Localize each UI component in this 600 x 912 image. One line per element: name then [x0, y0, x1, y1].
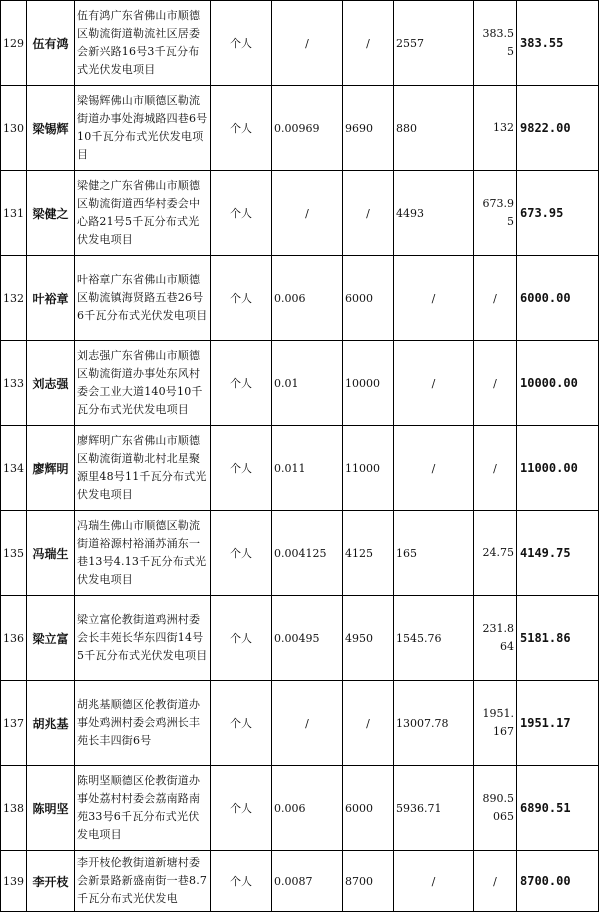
generation-value: / — [394, 256, 474, 341]
capacity-value: 0.006 — [272, 766, 343, 851]
row-number: 133 — [1, 341, 27, 426]
applicant-name: 叶裕章 — [27, 256, 75, 341]
row-number: 129 — [1, 1, 27, 86]
generation-value: 5936.71 — [394, 766, 474, 851]
amount-value: 6000 — [343, 256, 394, 341]
project-description: 刘志强广东省佛山市顺德区勒流街道办事处东风村委会工业大道140号10千瓦分布式光伏发电项目 — [75, 341, 211, 426]
applicant-type: 个人 — [211, 86, 272, 171]
amount-value: / — [343, 681, 394, 766]
total-value: 6000.00 — [517, 256, 599, 341]
table-row — [1, 681, 599, 766]
generation-value: 13007.78 — [394, 681, 474, 766]
row-number: 136 — [1, 596, 27, 681]
amount-value: / — [343, 171, 394, 256]
total-value: 1951.17 — [517, 681, 599, 766]
applicant-type: 个人 — [211, 766, 272, 851]
applicant-name: 廖辉明 — [27, 426, 75, 511]
amount-value: 4950 — [343, 596, 394, 681]
applicant-name: 冯瑞生 — [27, 511, 75, 596]
row-number: 135 — [1, 511, 27, 596]
project-description: 梁健之广东省佛山市顺德区勒流街道西华村委会中心路21号5千瓦分布式光伏发电项目 — [75, 171, 211, 256]
applicant-type: 个人 — [211, 1, 272, 86]
applicant-name: 伍有鸿 — [27, 1, 75, 86]
capacity-value: / — [272, 171, 343, 256]
applicant-name: 梁健之 — [27, 171, 75, 256]
total-value: 10000.00 — [517, 341, 599, 426]
applicant-name: 李开枝 — [27, 851, 75, 912]
capacity-value: / — [272, 1, 343, 86]
applicant-name: 陈明坚 — [27, 766, 75, 851]
table-row — [1, 341, 599, 426]
total-value: 8700.00 — [517, 851, 599, 912]
row-number: 139 — [1, 851, 27, 912]
subsidy-value: 890.5065 — [474, 766, 517, 851]
table-row — [1, 256, 599, 341]
row-number: 131 — [1, 171, 27, 256]
applicant-name: 刘志强 — [27, 341, 75, 426]
project-description: 胡兆基顺德区伦教街道办事处鸡洲村委会鸡洲长丰苑长丰四街6号 — [75, 681, 211, 766]
table-row — [1, 596, 599, 681]
row-number: 134 — [1, 426, 27, 511]
table-row — [1, 171, 599, 256]
subsidy-value: 383.55 — [474, 1, 517, 86]
capacity-value: 0.011 — [272, 426, 343, 511]
row-number: 138 — [1, 766, 27, 851]
table-row — [1, 426, 599, 511]
applicant-type: 个人 — [211, 681, 272, 766]
applicant-name: 梁立富 — [27, 596, 75, 681]
subsidy-value: 1951.167 — [474, 681, 517, 766]
project-description: 廖辉明广东省佛山市顺德区勒流街道勒北村北星聚源里48号11千瓦分布式光伏发电项目 — [75, 426, 211, 511]
applicant-type: 个人 — [211, 511, 272, 596]
subsidy-value: / — [474, 426, 517, 511]
total-value: 673.95 — [517, 171, 599, 256]
subsidy-value: / — [474, 256, 517, 341]
amount-value: 10000 — [343, 341, 394, 426]
project-description: 李开枝伦教街道新塘村委会新景路新盛南街一巷8.7千瓦分布式光伏发电 — [75, 851, 211, 912]
generation-value: / — [394, 851, 474, 912]
applicant-type: 个人 — [211, 171, 272, 256]
subsidy-value: 132 — [474, 86, 517, 171]
table-row — [1, 86, 599, 171]
amount-value: 11000 — [343, 426, 394, 511]
row-number: 130 — [1, 86, 27, 171]
row-number: 132 — [1, 256, 27, 341]
generation-value: / — [394, 341, 474, 426]
subsidy-value: 24.75 — [474, 511, 517, 596]
project-description: 陈明坚顺德区伦教街道办事处荔村村委会荔南路南苑33号6千瓦分布式光伏发电项目 — [75, 766, 211, 851]
table-row — [1, 766, 599, 851]
row-number: 137 — [1, 681, 27, 766]
generation-value: 2557 — [394, 1, 474, 86]
project-description: 伍有鸿广东省佛山市顺德区勒流街道勒流社区居委会新兴路16号3千瓦分布式光伏发电项目 — [75, 1, 211, 86]
total-value: 4149.75 — [517, 511, 599, 596]
subsidy-value: 231.864 — [474, 596, 517, 681]
applicant-name: 胡兆基 — [27, 681, 75, 766]
capacity-value: / — [272, 681, 343, 766]
applicant-type: 个人 — [211, 596, 272, 681]
table-row — [1, 851, 599, 912]
total-value: 5181.86 — [517, 596, 599, 681]
amount-value: / — [343, 1, 394, 86]
table-row — [1, 511, 599, 596]
amount-value: 6000 — [343, 766, 394, 851]
capacity-value: 0.0087 — [272, 851, 343, 912]
project-description: 梁锡辉佛山市顺德区勒流街道办事处海城路四巷6号10千瓦分布式光伏发电项目 — [75, 86, 211, 171]
generation-value: 165 — [394, 511, 474, 596]
project-description: 冯瑞生佛山市顺德区勒流街道裕源村裕涌苏涌东一巷13号4.13千瓦分布式光伏发电项目 — [75, 511, 211, 596]
generation-value: 1545.76 — [394, 596, 474, 681]
capacity-value: 0.00495 — [272, 596, 343, 681]
generation-value: 4493 — [394, 171, 474, 256]
subsidy-value: / — [474, 851, 517, 912]
capacity-value: 0.00969 — [272, 86, 343, 171]
total-value: 6890.51 — [517, 766, 599, 851]
table-body — [1, 1, 599, 912]
project-description: 梁立富伦教街道鸡洲村委会长丰苑长华东四街14号5千瓦分布式光伏发电项目 — [75, 596, 211, 681]
applicant-type: 个人 — [211, 341, 272, 426]
subsidy-value: / — [474, 341, 517, 426]
applicant-name: 梁锡辉 — [27, 86, 75, 171]
capacity-value: 0.01 — [272, 341, 343, 426]
total-value: 383.55 — [517, 1, 599, 86]
amount-value: 8700 — [343, 851, 394, 912]
amount-value: 4125 — [343, 511, 394, 596]
applicant-type: 个人 — [211, 851, 272, 912]
project-description: 叶裕章广东省佛山市顺德区勒流镇海贤路五巷26号6千瓦分布式光伏发电项目 — [75, 256, 211, 341]
applicant-type: 个人 — [211, 256, 272, 341]
amount-value: 9690 — [343, 86, 394, 171]
applicant-type: 个人 — [211, 426, 272, 511]
table-row — [1, 1, 599, 86]
generation-value: / — [394, 426, 474, 511]
capacity-value: 0.004125 — [272, 511, 343, 596]
total-value: 9822.00 — [517, 86, 599, 171]
total-value: 11000.00 — [517, 426, 599, 511]
capacity-value: 0.006 — [272, 256, 343, 341]
subsidy-value: 673.95 — [474, 171, 517, 256]
generation-value: 880 — [394, 86, 474, 171]
